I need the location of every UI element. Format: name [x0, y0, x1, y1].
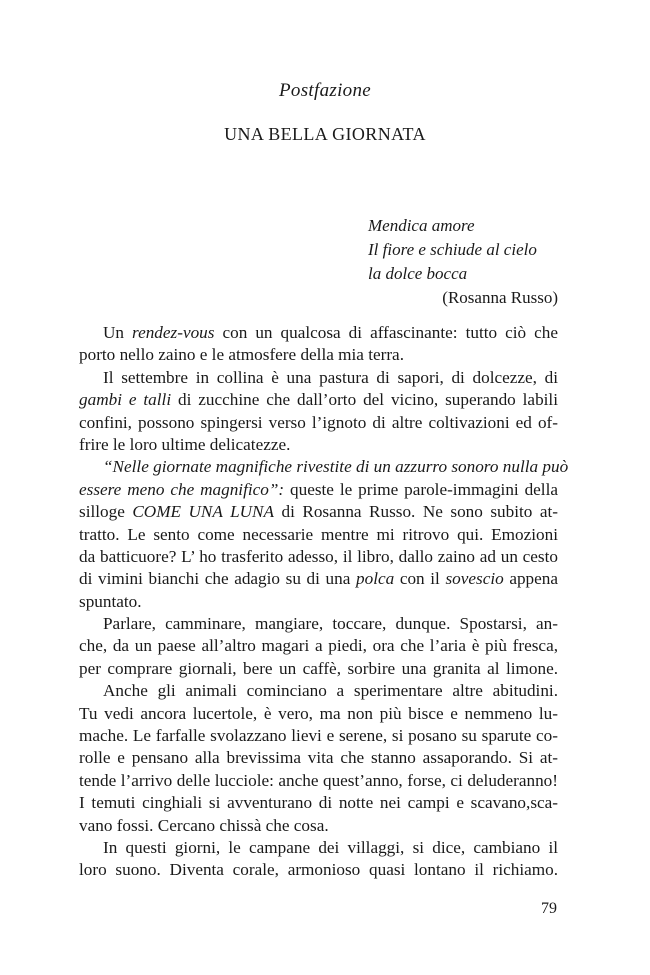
- page-number: 79: [541, 900, 557, 917]
- text-line: [79, 591, 558, 613]
- text-span: loro suono. Diventa corale, armonioso quasi lontano il richiamo.: [79, 860, 558, 880]
- italic-text: COME UNA LUNA: [132, 502, 274, 522]
- text-line: [79, 792, 558, 814]
- text-line: [79, 680, 558, 702]
- text-span: Il settembre in collina è una pastura di sapori, di dolcezze, di: [103, 367, 558, 387]
- chapter-title: UNA BELLA GIORNATA: [224, 124, 426, 144]
- text-line: [79, 501, 558, 523]
- text-line: [79, 568, 558, 590]
- italic-text: gambi e talli: [79, 390, 172, 410]
- text-span: spuntato.: [79, 591, 142, 611]
- text-line: [79, 635, 558, 657]
- italic-text: sovescio: [445, 569, 504, 589]
- body-text: [79, 322, 569, 882]
- text-line: [79, 456, 569, 478]
- epigraph-line: la dolce bocca: [368, 264, 468, 283]
- text-span: di Rosanna Russo. Ne sono subito at-: [274, 502, 558, 522]
- text-line: [79, 367, 558, 389]
- text-line: [79, 815, 558, 837]
- text-line: [79, 434, 558, 456]
- text-span: che, da un paese all’altro magari a piedi, ora che l’aria è più fresca,: [79, 636, 558, 656]
- text-span: In questi giorni, le campane dei villaggi, si dice, cambiano il: [103, 837, 558, 857]
- text-span: con un qualcosa di affascinante: tutto ciò che: [214, 323, 558, 342]
- text-span: tratto. Le sento come necessarie mentre mi ritrovo qui. Emozioni: [79, 524, 558, 544]
- text-span: I temuti cinghiali si avventurano di notte nei campi e scavano,sca-: [79, 793, 558, 813]
- epigraph-line: Il fiore e schiude al cielo: [368, 240, 537, 259]
- text-span: Anche gli animali cominciano a sperimentare altre abitudini.: [103, 681, 558, 701]
- section-label: Postfazione: [279, 80, 371, 101]
- text-span: queste le prime parole-immagini della: [284, 479, 558, 499]
- epigraph-attribution: (Rosanna Russo): [442, 288, 558, 307]
- italic-text: polca: [356, 569, 395, 589]
- text-line: [79, 613, 558, 635]
- epigraph: [368, 214, 558, 310]
- text-span: Un: [103, 323, 133, 342]
- text-span: Parlare, camminare, mangiare, toccare, dunque. Spostarsi, an-: [103, 614, 558, 634]
- text-line: [79, 546, 558, 568]
- text-span: silloge: [79, 502, 133, 522]
- text-line: [79, 837, 558, 859]
- text-span: frire le loro ultime delicatezze.: [79, 434, 291, 454]
- text-line: [79, 658, 558, 680]
- italic-text: rendez-vous: [132, 323, 215, 342]
- text-span: di vimini bianchi che adagio su di una: [79, 569, 357, 589]
- text-line: [79, 524, 558, 546]
- text-span: di zucchine che dall’orto del vicino, superando labili: [171, 390, 558, 410]
- text-span: appena: [503, 569, 558, 589]
- text-span: porto nello zaino e le atmosfere della mia terra.: [79, 345, 404, 365]
- text-span: per comprare giornali, bere un caffè, sorbire una granita al limone.: [79, 658, 558, 678]
- text-line: [79, 725, 558, 747]
- text-line: [79, 703, 558, 725]
- italic-text: essere meno che magnifico”:: [79, 479, 285, 499]
- text-span: vano fossi. Cercano chissà che cosa.: [79, 815, 329, 835]
- text-line: [79, 412, 558, 434]
- text-line: [79, 389, 558, 411]
- text-line: [79, 770, 558, 792]
- text-span: tende l’arrivo delle lucciole: anche quest’anno, forse, ci deluderanno!: [79, 770, 558, 790]
- text-span: mache. Le farfalle svolazzano lievi e serene, si posano su sparute co-: [79, 726, 558, 746]
- epigraph-line: Mendica amore: [368, 216, 475, 235]
- italic-text: “Nelle giornate magnifiche rivestite di un azzurro sonoro nulla può: [103, 457, 569, 477]
- text-span: confini, possono spingersi verso l’ignoto di altre coltivazioni ed of-: [79, 412, 558, 432]
- text-span: da batticuore? L’ ho trasferito adesso, il libro, dallo zaino ad un cesto: [79, 546, 558, 566]
- text-span: Tu vedi ancora lucertole, è vero, ma non più bisce e nemmeno lu-: [79, 703, 558, 723]
- text-line: [79, 322, 558, 344]
- text-span: rolle e pensano alla brevissima vita che stanno assaporando. Si at-: [79, 748, 558, 768]
- text-span: con il: [394, 569, 446, 589]
- text-line: [79, 344, 558, 366]
- text-line: [79, 747, 558, 769]
- text-line: [79, 859, 558, 881]
- text-line: [79, 479, 558, 501]
